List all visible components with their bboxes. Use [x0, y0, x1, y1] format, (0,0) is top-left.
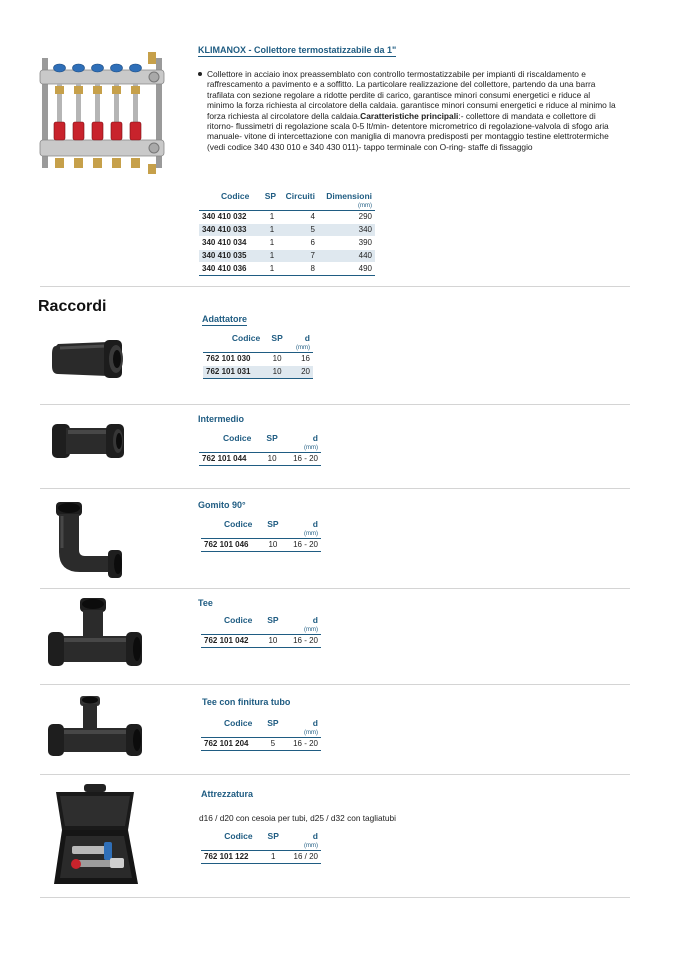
intermedio-title: Intermedio: [198, 414, 245, 424]
header-unit: (mm): [318, 202, 375, 210]
header-d: d: [304, 332, 310, 343]
attrezzatura-table: [201, 829, 321, 864]
adattatore-image: [50, 334, 128, 384]
gomito-image: [50, 500, 126, 580]
header-codice: Codice: [221, 190, 250, 201]
header-sp: SP: [267, 830, 279, 841]
adattatore-title: Adattatore: [202, 314, 248, 324]
tee-tubo-table: [201, 716, 321, 751]
header-d: d: [312, 830, 318, 841]
tee-title: Tee: [198, 598, 213, 608]
manifold-description-lead: Collettore in acciaio inox preassemblato con controllo termostatizzabile per impianti di riscaldamento e raffrescamento a pavimento e a soffitto. La particolare realizzazione del collettore, partendo da una barra trafilata con sezione regolare a ridotte perdite di carico, garantisce minori consumi energetici e riduce al minimo la forza richiesta al circolatore della caldaia. garantisce minori consumi energetici e riduce al minimo la forza richiesta al circolatore della caldaia.: [207, 69, 616, 121]
table-row: 762 101 046 10 16 - 20: [201, 538, 321, 551]
manifold-image: [38, 46, 168, 178]
divider: [40, 588, 630, 589]
manifold-table: [199, 189, 375, 276]
manifold-title: KLIMANOX - Collettore termostatizzabile da 1": [198, 45, 397, 55]
intermedio-table: [199, 431, 321, 466]
header-codice: Codice: [224, 614, 253, 625]
table-row: 762 101 030 10 16: [203, 352, 313, 365]
divider: [40, 286, 630, 287]
divider: [40, 897, 630, 898]
header-unit: (mm): [284, 842, 321, 850]
header-codice: Codice: [224, 518, 253, 529]
divider: [40, 488, 630, 489]
table-row: 762 101 042 10 16 - 20: [201, 634, 321, 647]
bullet-icon: [198, 72, 202, 76]
tee-tubo-image: [46, 694, 144, 768]
divider: [40, 774, 630, 775]
table-row: 762 101 044 10 16 - 20: [199, 452, 321, 465]
header-sp: SP: [266, 432, 278, 443]
header-unit: (mm): [283, 729, 321, 737]
table-row: 340 410 036 1 8 490: [199, 262, 375, 275]
adattatore-table: [203, 331, 313, 379]
manifold-description: [198, 69, 618, 152]
header-circuiti: Circuiti: [285, 190, 315, 201]
header-unit: (mm): [288, 344, 313, 352]
header-d: d: [312, 717, 318, 728]
attrezzatura-title: Attrezzatura: [201, 789, 254, 799]
manifold-description-tail: :- collettore di mandata e collettore di ritorno- flussimetri di regolazione scala 0-5 lt/min- detentore micrometrico di regolazione-valvola di sfogo aria manuale- vitone di intercettazione con maniglia di manovra predisposti per montaggio testine elettrotermiche (vedi codice 340 430 010 e 340 430 011)- tappo terminale con O-ring- staffe di fissaggio: [207, 110, 609, 152]
section-title: Raccordi: [38, 298, 107, 315]
header-d: d: [312, 518, 318, 529]
table-row: 340 410 034 1 6 390: [199, 236, 375, 249]
header-sp: SP: [267, 717, 279, 728]
table-row: 762 101 122 1 16 / 20: [201, 850, 321, 863]
table-row: 340 410 035 1 7 440: [199, 249, 375, 262]
header-sp: SP: [271, 332, 283, 343]
header-codice: Codice: [224, 717, 253, 728]
header-dimensioni: Dimensioni: [326, 190, 372, 201]
tee-image: [46, 596, 144, 676]
tee-table: [201, 613, 321, 648]
header-unit: (mm): [283, 444, 321, 452]
table-row: 762 101 204 5 16 - 20: [201, 737, 321, 750]
header-sp: SP: [264, 190, 277, 201]
header-unit: (mm): [283, 530, 321, 538]
table-row: 340 410 032 1 4 290: [199, 210, 375, 223]
manifold-description-bold: Caratteristiche principali: [360, 110, 459, 121]
header-d: d: [312, 432, 318, 443]
gomito-title: Gomito 90°: [198, 500, 246, 510]
divider: [40, 684, 630, 685]
header-codice: Codice: [223, 432, 252, 443]
gomito-table: [201, 517, 321, 552]
header-d: d: [312, 614, 318, 625]
tee-tubo-title: Tee con finitura tubo: [202, 697, 291, 707]
divider: [40, 404, 630, 405]
intermedio-image: [50, 420, 126, 464]
header-sp: SP: [267, 614, 279, 625]
header-codice: Codice: [224, 830, 253, 841]
table-row: 762 101 031 10 20: [203, 365, 313, 378]
attrezzatura-image: [50, 782, 142, 890]
header-codice: Codice: [231, 332, 261, 343]
table-row: 340 410 033 1 5 340: [199, 223, 375, 236]
header-unit: (mm): [283, 626, 321, 634]
header-sp: SP: [267, 518, 279, 529]
attrezzatura-description: d16 / d20 con cesoia per tubi, d25 / d32 con tagliatubi: [199, 813, 396, 823]
